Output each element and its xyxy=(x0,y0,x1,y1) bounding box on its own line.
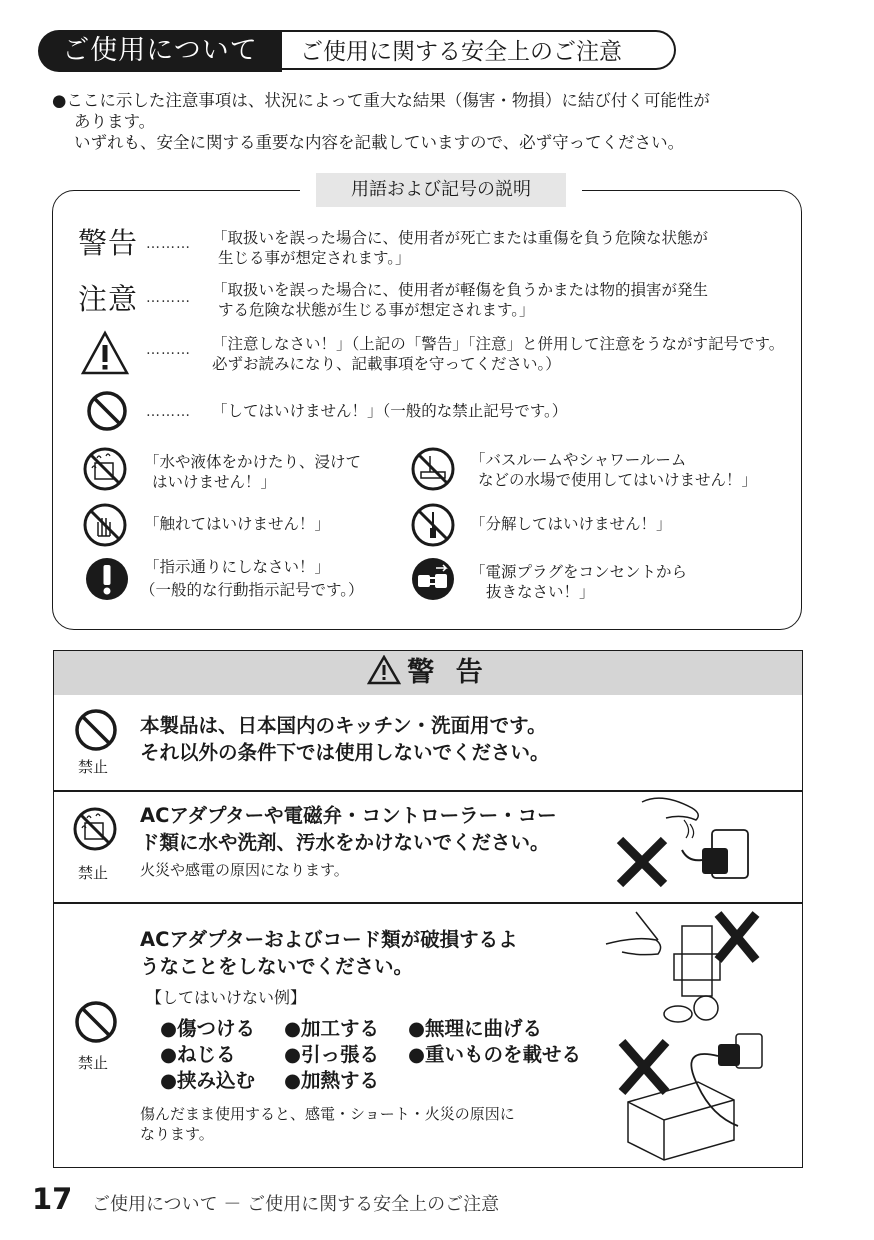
attention-desc: 「注意しなさい！」（上記の「警告」「注意」と併用して注意をうながす記号です。 xyxy=(212,335,785,353)
warning-term: 警告 xyxy=(78,226,139,260)
unplug-desc: 「電源プラグをコンセントから xyxy=(470,563,688,581)
prohibit-desc: 「してはいけません！」（一般的な禁止記号です。） xyxy=(212,402,568,420)
item2-text: ACアダプターや電磁弁・コントローラー・コー xyxy=(140,804,557,827)
intro-line: ●ここに示した注意事項は、状況によって重大な結果（傷害・物損）に結び付く可能性が xyxy=(52,91,710,110)
footer-title: ご使用について － ご使用に関する安全上のご注意 xyxy=(92,1194,500,1215)
attention-triangle-icon xyxy=(80,330,130,376)
unplug-icon xyxy=(410,556,456,602)
example-item: ●重いものを載せる xyxy=(408,1043,582,1066)
example-item: ●加熱する xyxy=(284,1069,380,1092)
warning-heading xyxy=(54,651,802,695)
warning-desc: 「取扱いを誤った場合に、使用者が死亡または重傷を負う危険な状態が xyxy=(212,229,709,247)
dot-leader: ……… xyxy=(146,236,191,252)
example-list xyxy=(160,1042,581,1068)
prohibit-icon xyxy=(86,390,128,432)
bath-desc: 「バスルームやシャワールーム xyxy=(470,451,687,469)
example-item: ●挟み込む xyxy=(160,1069,256,1092)
prohibit-icon xyxy=(74,1000,118,1044)
item2-text: ド類に水や洗剤、汚水をかけないでください。 xyxy=(140,831,550,854)
prohibit-icon xyxy=(74,708,118,752)
instruct-desc: （一般的な行動指示記号です。） xyxy=(140,581,364,599)
warning-desc: 生じる事が想定されます。」 xyxy=(218,249,411,267)
caution-desc: する危険な状態が生じる事が想定されます。」 xyxy=(218,301,535,319)
intro-line: あります。 xyxy=(74,112,156,131)
example-item: ●傷つける xyxy=(160,1017,256,1040)
prohibit-label: 禁止 xyxy=(78,758,109,776)
item3-text: ACアダプターおよびコード類が破損するよ xyxy=(140,928,518,951)
example-item: ●ねじる xyxy=(160,1043,236,1066)
item3-text: うなことをしないでください。 xyxy=(140,955,414,978)
legend-title: 用語および記号の説明 xyxy=(316,173,566,207)
no-disassemble-icon xyxy=(410,502,456,548)
dot-leader: ……… xyxy=(146,342,191,358)
no-bathroom-icon xyxy=(410,446,456,492)
example-list xyxy=(160,1068,379,1094)
prohibit-label: 禁止 xyxy=(78,1054,109,1072)
dot-leader: ……… xyxy=(146,290,191,306)
no-water-icon xyxy=(82,446,128,492)
example-list xyxy=(160,1016,542,1042)
intro-line: いずれも、安全に関する重要な内容を記載していますので、必ず守ってください。 xyxy=(74,133,685,152)
warning-heading-text: 警 告 xyxy=(407,657,489,688)
intro-text xyxy=(52,90,812,153)
water-desc: はいけません！」 xyxy=(152,473,277,491)
warning-triangle-icon xyxy=(367,655,401,685)
caution-term: 注意 xyxy=(78,282,139,316)
dot-leader: ……… xyxy=(146,404,191,420)
instruction-icon xyxy=(84,556,130,602)
item2-note: 火災や感電の原因になります。 xyxy=(140,861,349,879)
cord-damage-illustration xyxy=(596,906,776,1166)
divider xyxy=(54,902,802,904)
item3-note: なります。 xyxy=(140,1125,214,1143)
prohibit-label: 禁止 xyxy=(78,864,109,882)
caution-desc: 「取扱いを誤った場合に、使用者が軽傷を負うかまたは物的損害が発生 xyxy=(212,281,709,299)
bath-desc: などの水場で使用してはいけません！」 xyxy=(478,471,758,489)
item3-note: 傷んだまま使用すると、感電・ショート・火災の原因に xyxy=(140,1105,515,1123)
example-item: ●引っ張る xyxy=(284,1043,380,1066)
touch-desc: 「触れてはいけません！」 xyxy=(144,515,331,533)
section-label: ご使用について xyxy=(38,30,282,72)
item1-text: 本製品は、日本国内のキッチン・洗面用です。 xyxy=(140,714,547,737)
instruct-desc: 「指示通りにしなさい！」 xyxy=(144,558,331,576)
page-title: ご使用に関する安全上のご注意 xyxy=(282,30,676,70)
unplug-desc: 抜きなさい！」 xyxy=(486,583,595,601)
item1-text: それ以外の条件下では使用しないでください。 xyxy=(140,741,550,764)
adapter-water-illustration xyxy=(612,790,762,890)
attention-desc: 必ずお読みになり、記載事項を守ってください。） xyxy=(212,355,561,373)
example-item: ●加工する xyxy=(284,1017,380,1040)
page-number: 17 xyxy=(32,1182,73,1216)
no-touch-icon xyxy=(82,502,128,548)
item3-subheading: 【してはいけない例】 xyxy=(146,988,307,1007)
no-water-icon xyxy=(72,806,118,852)
disassemble-desc: 「分解してはいけません！」 xyxy=(470,515,672,533)
water-desc: 「水や液体をかけたり、浸けて xyxy=(144,453,362,471)
example-item: ●無理に曲げる xyxy=(408,1017,543,1040)
